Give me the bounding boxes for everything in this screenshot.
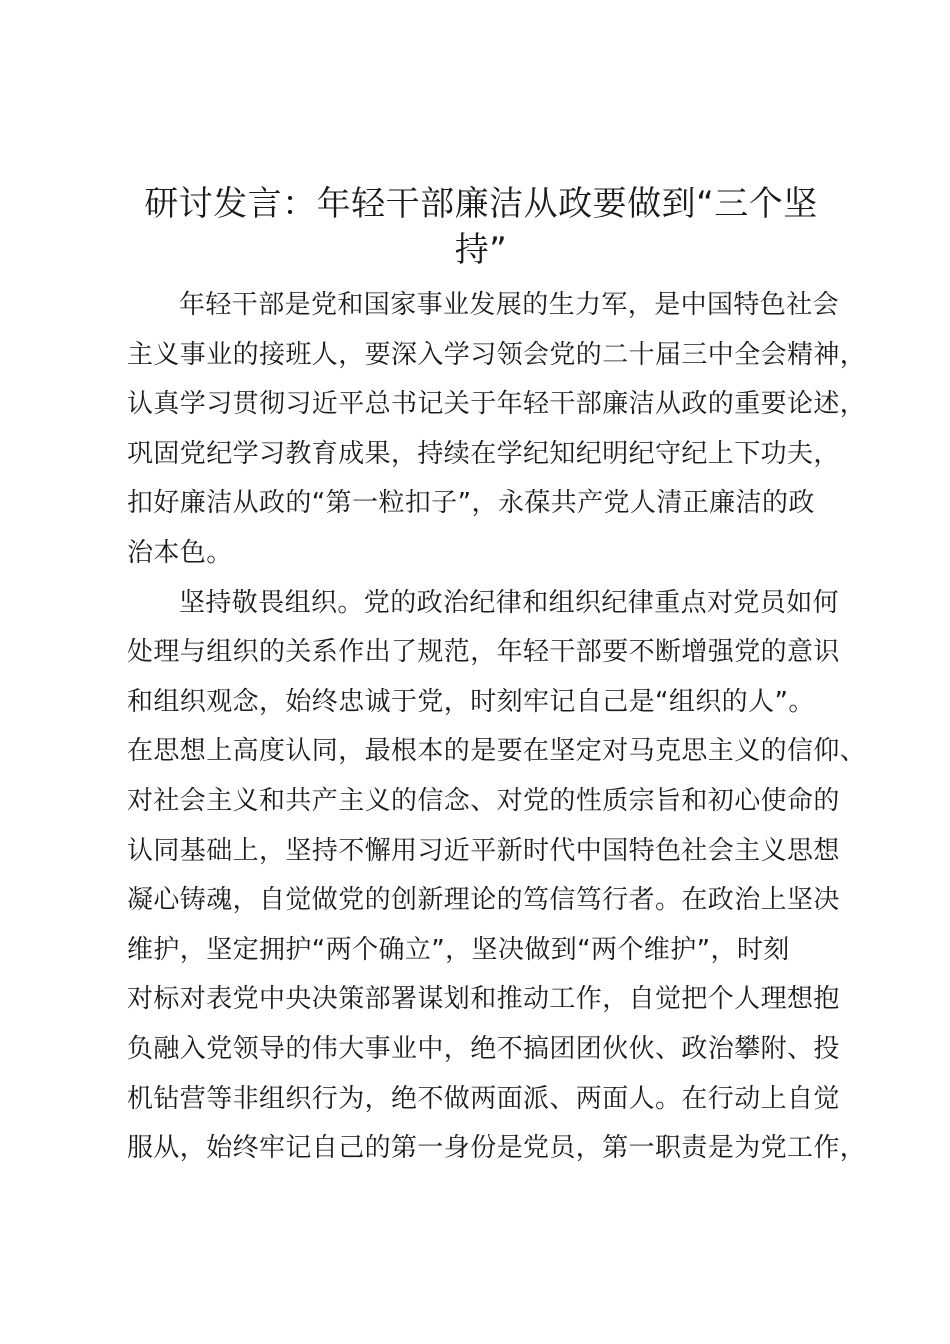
- paragraph-line: 年轻干部是党和国家事业发展的生力军，是中国特色社会: [179, 290, 840, 320]
- paragraph-line: 巩固党纪学习教育成果，持续在学纪知纪明纪守纪上下功夫，: [127, 438, 840, 469]
- paragraph-line: 主义事业的接班人，要深入学习领会党的二十届三中全会精神，: [127, 339, 867, 370]
- paragraph-line: 处理与组织的关系作出了规范，年轻干部要不断增强党的意识: [127, 637, 840, 668]
- title-line-1: 研讨发言：年轻干部廉洁从政要做到“三个坚: [144, 184, 818, 224]
- paragraph-line: 凝心铸魂，自觉做党的创新理论的笃信笃行者。在政治上坚决: [127, 885, 840, 916]
- paragraph-line: 对社会主义和共产主义的信念、对党的性质宗旨和初心使命的: [127, 785, 840, 816]
- document-body: [127, 281, 867, 1174]
- document-title: [126, 181, 836, 273]
- paragraph-1: [127, 281, 867, 579]
- paragraph-line: 在思想上高度认同，最根本的是要在坚定对马克思主义的信仰、: [127, 736, 867, 767]
- paragraph-line: 机钻营等非组织行为，绝不做两面派、两面人。在行动上自觉: [127, 1083, 840, 1114]
- paragraph-2: [127, 579, 867, 1174]
- paragraph-line: 服从，始终牢记自己的第一身份是党员，第一职责是为党工作，: [127, 1133, 867, 1164]
- paragraph-line: 认同基础上，坚持不懈用习近平新时代中国特色社会主义思想: [127, 835, 840, 866]
- paragraph-line: 扣好廉洁从政的“第一粒扣子”，永葆共产党人清正廉洁的政: [127, 488, 815, 519]
- paragraph-line: 和组织观念，始终忠诚于党，时刻牢记自己是“组织的人”。: [127, 686, 815, 717]
- paragraph-line: 维护，坚定拥护“两个确立”，坚决做到“两个维护”，时刻: [127, 934, 790, 965]
- title-line-2: 持”: [454, 230, 508, 270]
- paragraph-line: 坚持敬畏组织。党的政治纪律和组织纪律重点对党员如何: [179, 587, 840, 618]
- paragraph-line: 对标对表党中央决策部署谋划和推动工作，自觉把个人理想抱: [127, 984, 840, 1015]
- paragraph-line: 认真学习贯彻习近平总书记关于年轻干部廉洁从政的重要论述，: [127, 389, 867, 420]
- paragraph-line: 治本色。: [127, 537, 233, 568]
- paragraph-line: 负融入党领导的伟大事业中，绝不搞团团伙伙、政治攀附、投: [127, 1033, 840, 1064]
